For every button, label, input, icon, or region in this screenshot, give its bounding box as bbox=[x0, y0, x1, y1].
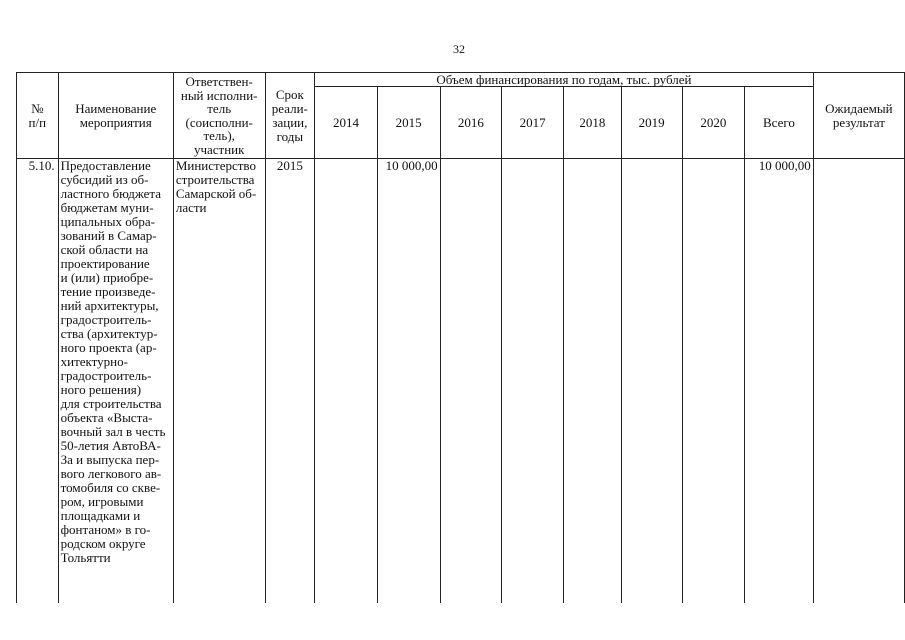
financing-table bbox=[16, 72, 905, 603]
cell-num: 5.10. bbox=[17, 159, 59, 604]
cell-period: 2015 bbox=[265, 159, 315, 604]
header-responsible: Ответствен- ный исполни- тель (соисполни- тель), участник bbox=[173, 73, 265, 159]
cell-responsible: Министерство строительства Самарской об- ласти bbox=[173, 159, 265, 604]
cell-result bbox=[813, 159, 904, 604]
header-funding: Объем финансирования по годам, тыс. рублей bbox=[315, 73, 814, 87]
header-period: Срок реали- зации, годы bbox=[265, 73, 315, 159]
cell-2020 bbox=[682, 159, 745, 604]
header-name: Наименование мероприятия bbox=[58, 73, 173, 159]
header-year-2015: 2015 bbox=[377, 87, 440, 159]
cell-2017 bbox=[502, 159, 564, 604]
cell-2014 bbox=[315, 159, 378, 604]
header-num: № п/п bbox=[17, 73, 59, 159]
cell-2015: 10 000,00 bbox=[377, 159, 440, 604]
header-result: Ожидаемый результат bbox=[813, 73, 904, 159]
header-year-2017: 2017 bbox=[502, 87, 564, 159]
header-year-2014: 2014 bbox=[315, 87, 378, 159]
header-year-2019: 2019 bbox=[621, 87, 682, 159]
cell-2016 bbox=[440, 159, 502, 604]
table-row bbox=[17, 159, 905, 604]
header-year-2020: 2020 bbox=[682, 87, 745, 159]
header-year-2018: 2018 bbox=[563, 87, 621, 159]
header-total: Всего bbox=[745, 87, 814, 159]
cell-2018 bbox=[563, 159, 621, 604]
cell-name: Предоставление субсидий из об- ластного бюджета бюджетам муни- ципальных обра- зований в Самар- ской области на проектирование и (или) приобре- тение произведе- ний архитектуры, градостроитель- ства (архитектур- ного проекта (ар- хитектурно- градостроитель- ного решения) для строительства объекта «Выста- вочный зал в честь 50-летия АвтоВА- За и выпуска пер- вого легкового ав- томобиля со сквe- ром, игровыми площадками и фонтаном» в го- родском округе Тольятти bbox=[58, 159, 173, 604]
cell-2019 bbox=[621, 159, 682, 604]
page-number: 32 bbox=[453, 42, 465, 56]
header-year-2016: 2016 bbox=[440, 87, 502, 159]
cell-total: 10 000,00 bbox=[745, 159, 814, 604]
